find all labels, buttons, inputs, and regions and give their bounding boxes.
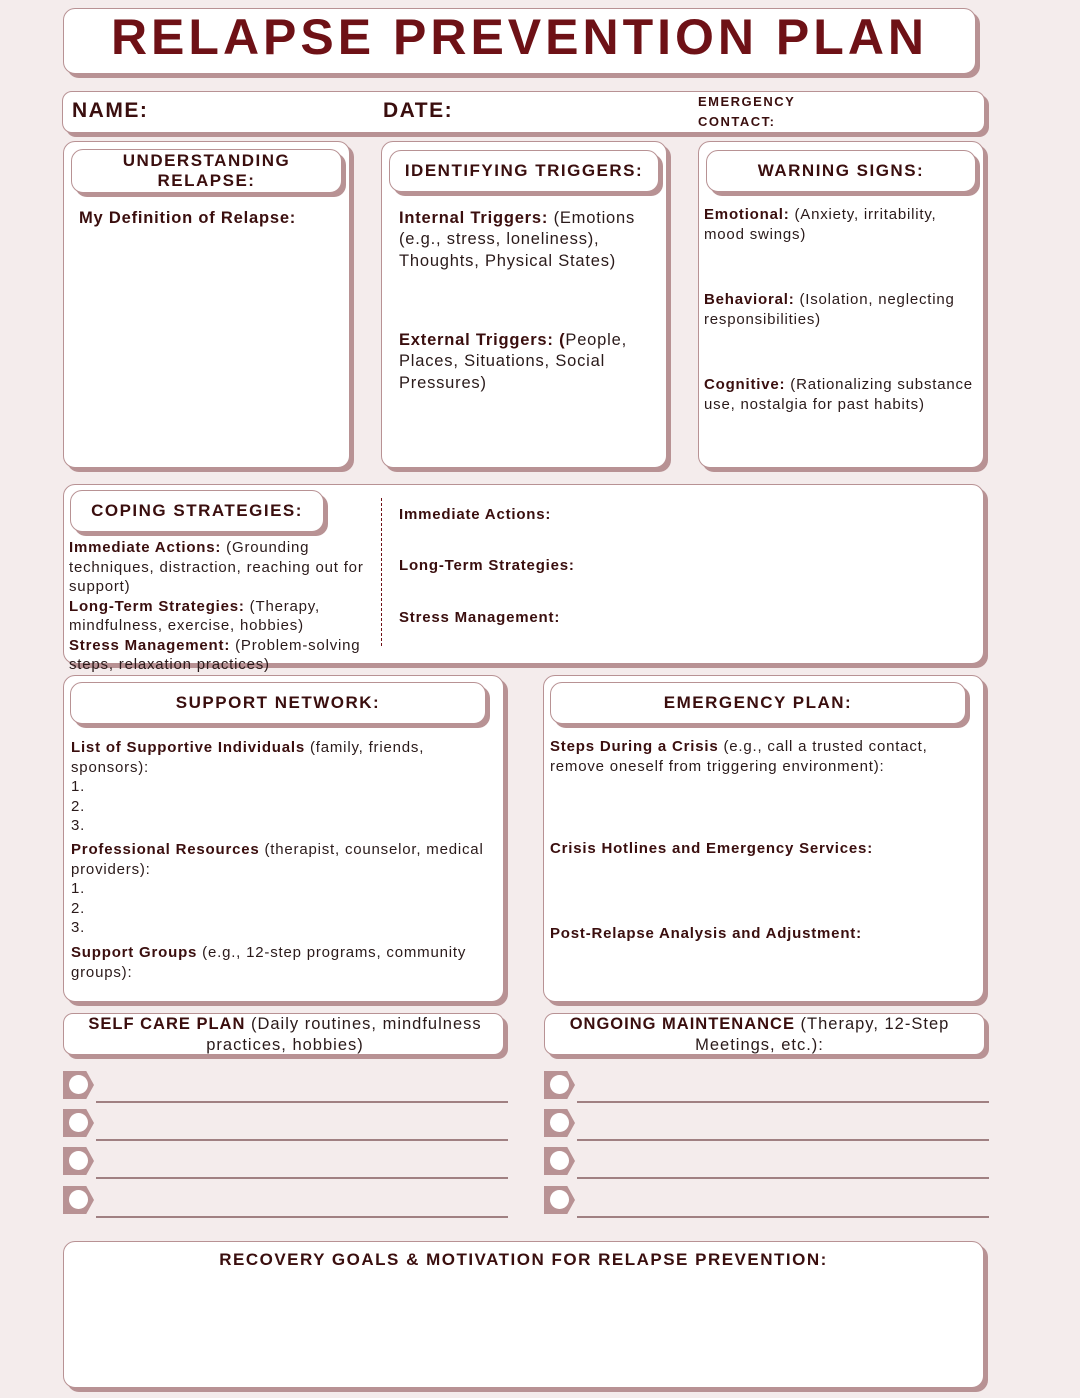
emergency-contact-label: EMERGENCY CONTACT:: [698, 94, 796, 129]
external-triggers: External Triggers: (People, Places, Situations, Social Pressures): [399, 331, 627, 392]
internal-triggers: Internal Triggers: (Emotions (e.g., stress, loneliness), Thoughts, Physical States): [399, 209, 636, 270]
warning-behavioral: Behavioral: (Isolation, neglecting responsibilities): [704, 291, 955, 328]
maintenance-checkbox[interactable]: [544, 1109, 575, 1137]
identifying-triggers-heading: IDENTIFYING TRIGGERS:: [389, 150, 659, 192]
page-title: RELAPSE PREVENTION PLAN: [110, 9, 929, 65]
maintenance-line[interactable]: [577, 1177, 989, 1179]
self-care-checkbox[interactable]: [63, 1109, 94, 1137]
maintenance-line[interactable]: [577, 1101, 989, 1103]
self-care-line[interactable]: [96, 1177, 508, 1179]
maintenance-checkbox[interactable]: [544, 1186, 575, 1214]
coping-longterm-field: Long-Term Strategies:: [399, 557, 575, 574]
definition-label: My Definition of Relapse:: [79, 209, 297, 227]
maintenance-checkbox[interactable]: [544, 1071, 575, 1099]
self-care-text: SELF CARE PLAN (Daily routines, mindfulness practices, hobbies): [88, 1015, 482, 1055]
warning-emotional: Emotional: (Anxiety, irritability, mood swings): [704, 206, 937, 243]
self-care-line[interactable]: [96, 1216, 508, 1218]
emergency-post-relapse: Post-Relapse Analysis and Adjustment:: [550, 925, 862, 942]
understanding-relapse-heading: UNDERSTANDING RELAPSE:: [71, 149, 342, 193]
self-care-line[interactable]: [96, 1101, 508, 1103]
self-care-checkbox[interactable]: [63, 1147, 94, 1175]
header-row: [62, 91, 985, 133]
coping-strategies-heading: COPING STRATEGIES:: [70, 490, 324, 532]
date-label: DATE:: [383, 99, 454, 122]
coping-descriptions: Immediate Actions: (Grounding techniques, distraction, reaching out for support) Long-Term Strategies: (Therapy, mindfulness, exercise, hobbies) Stress Management: (Problem-solving steps, relaxation practices): [69, 539, 364, 673]
support-network-heading: SUPPORT NETWORK:: [70, 682, 486, 724]
warning-signs-heading: WARNING SIGNS:: [706, 150, 976, 192]
coping-stress-field: Stress Management:: [399, 609, 561, 626]
support-individuals: List of Supportive Individuals (family, friends, sponsors): 1. 2. 3.: [71, 739, 425, 834]
self-care-checkbox[interactable]: [63, 1071, 94, 1099]
emergency-steps: Steps During a Crisis (e.g., call a trusted contact, remove oneself from triggering environment):: [550, 738, 928, 775]
warning-cognitive: Cognitive: (Rationalizing substance use, nostalgia for past habits): [704, 376, 973, 413]
maintenance-line[interactable]: [577, 1139, 989, 1141]
self-care-checkbox[interactable]: [63, 1186, 94, 1214]
maintenance-checkbox[interactable]: [544, 1147, 575, 1175]
recovery-goals-heading: RECOVERY GOALS & MOTIVATION FOR RELAPSE PREVENTION:: [219, 1250, 828, 1269]
name-label: NAME:: [72, 99, 149, 122]
coping-divider: [381, 498, 382, 646]
emergency-hotlines: Crisis Hotlines and Emergency Services:: [550, 840, 873, 857]
support-groups: Support Groups (e.g., 12-step programs, community groups):: [71, 944, 467, 981]
support-professional: Professional Resources (therapist, counselor, medical providers): 1. 2. 3.: [71, 841, 484, 936]
coping-immediate-field: Immediate Actions:: [399, 506, 552, 523]
self-care-line[interactable]: [96, 1139, 508, 1141]
emergency-plan-heading: EMERGENCY PLAN:: [550, 682, 966, 724]
ongoing-maintenance-text: ONGOING MAINTENANCE (Therapy, 12-Step Meetings, etc.):: [569, 1015, 950, 1055]
maintenance-line[interactable]: [577, 1216, 989, 1218]
